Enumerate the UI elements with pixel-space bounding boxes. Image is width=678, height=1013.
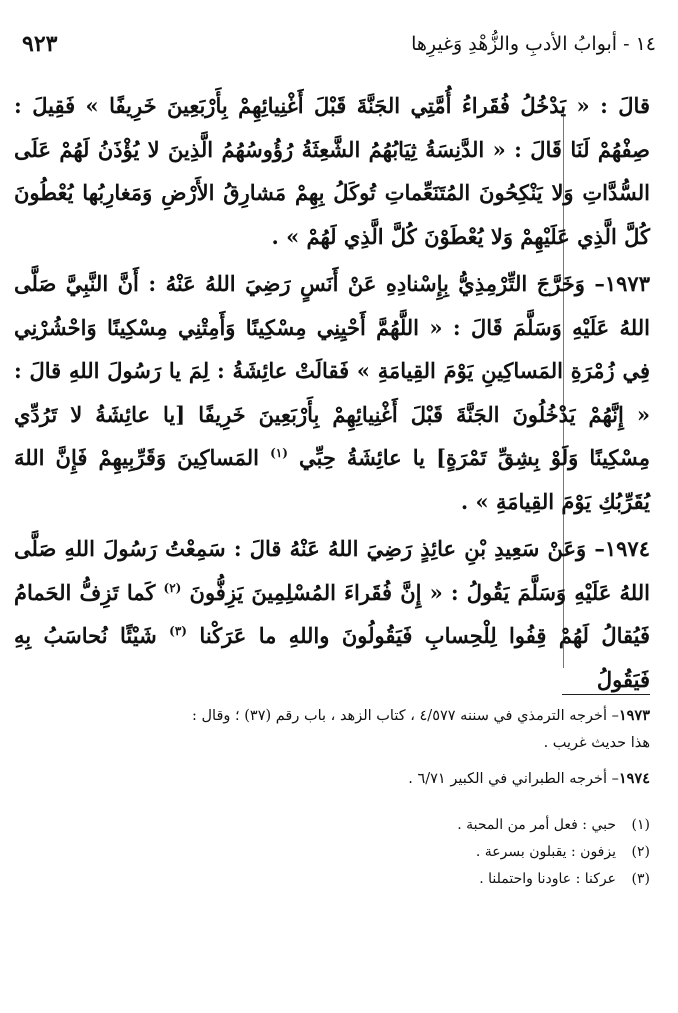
source-text: – أخرجه الترمذي في سننه ٤/٥٧٧ ، كتاب الزهد ، باب رقم (٣٧) ؛ وقال : هذا حديث غريب . [192, 708, 650, 751]
word-notes [120, 812, 650, 893]
hadith-text-part: المَساكِينَ وَقَرِّبِيهِمْ فَإِنَّ اللهَ يُقَرِّبُكِ يَوْمَ القِيامَةِ » . [14, 445, 650, 514]
note-text: عركنا : عاودنا واحتملنا . [479, 871, 616, 887]
footnote-ref: (١) [270, 446, 288, 460]
hadith-text-part: شَيْئًا نُحاسَبُ بِهِ فَيَقُولُ [14, 623, 650, 692]
source-number: ١٩٧٤ [618, 770, 650, 787]
running-title: ١٤ - أبوابُ الأدبِ والزُّهْدِ وَغيرِها [411, 33, 656, 55]
source-number: ١٩٧٣ [618, 707, 650, 724]
word-note [120, 866, 650, 893]
note-text: حبي : فعل أمر من المحبة . [457, 817, 616, 833]
word-note [120, 812, 650, 839]
hadith-text-part: – وَخَرَّجَ التِّرْمِذِيُّ بِإِسْنادِهِ عَنْ أَنَسٍ رَضِيَ اللهُ عَنْهُ : أَنَّ النَّبِيَّ صَلَّى اللهُ عَلَيْهِ وَسَلَّمَ قَالَ : « اللَّهُمَّ أَحْيِنِي مِسْكِينًا وَأَمِتْنِي مِسْكِينًا وَاحْشُرْنِي فِي زُمْرَةِ المَساكِينِ يَوْمَ القِيامَةِ » فَقالَتْ عائِشَةُ : لِمَ يا رَسُولَ اللهِ قالَ : « إِنَّهُمْ يَدْخُلُونَ الجَنَّةَ قَبْلَ أَغْنِيائِهِمْ بِأَرْبَعِينَ خَرِيفًا [يا عائِشَةُ لا تَرُدِّي مِسْكِينًا وَلَوْ بِشِقِّ تَمْرَةٍ] يا عائِشَةُ حِبِّي [14, 271, 651, 470]
source-text: – أخرجه الطبراني في الكبير ٦/٧١ . [408, 771, 619, 787]
hadith-number: ١٩٧٤ [604, 536, 650, 561]
note-mark: (٢) [631, 844, 650, 860]
hadith-text-part: كَما تَزِفُّ الحَمامُ فَيُقالُ لَهُمْ قِفُوا لِلْحِسابِ فَيَقُولُونَ واللهِ ما عَرَكْنا [14, 579, 651, 648]
source-note [170, 765, 650, 793]
hadith-number: ١٩٧٣ [604, 271, 650, 296]
page-header [22, 28, 656, 60]
source-notes [170, 702, 650, 801]
page-number: ٩٢٣ [22, 31, 58, 57]
footnote-ref: (٣) [169, 624, 187, 638]
note-mark: (٣) [631, 871, 650, 887]
word-note [120, 839, 650, 866]
hadith-text-part: – وَعَنْ سَعِيدِ بْنِ عائِذٍ رَضِيَ اللهُ عَنْهُ قالَ : سَمِعْتُ رَسُولَ اللهِ صَلَّى اللهُ عَلَيْهِ وَسَلَّمَ يَقُولُ : « إِنَّ فُقَراءَ المُسْلِمِينَ يَزِفُّونَ [14, 536, 650, 605]
note-mark: (١) [631, 817, 650, 833]
main-text [14, 84, 650, 701]
hadith-1973 [14, 262, 650, 523]
paragraph-continuation: قالَ : « يَدْخُلُ فُقَراءُ أُمَّتِي الجَنَّةَ قَبْلَ أَغْنِيائِهِمْ بِأَرْبَعِينَ خَرِيفًا » فَقِيلَ : صِفْهُمْ لَنَا قَالَ : « الدَّنِسَةُ ثِيَابُهُمُ الشَّعِثَةُ رُؤُوسُهُمُ الَّذِينَ لا يُؤْذَنُ لَهُمْ عَلَى السُّدَّاتِ وَلا يَنْكِحُونَ المُتَنَعِّماتِ تُوكَلُ بِهِمْ مَشارِقُ الأَرْضِ وَمَغارِبُها يُعْطُونَ كُلَّ الَّذِي عَلَيْهِمْ وَلا يُعْطَوْنَ كُلَّ الَّذِي لَهُمْ » . [14, 93, 650, 249]
note-text: يزفون : يقبلون بسرعة . [475, 844, 616, 860]
footnote-divider [562, 694, 650, 695]
source-note [170, 702, 650, 757]
footnote-ref: (٢) [163, 580, 182, 595]
hadith-1974 [14, 527, 650, 701]
